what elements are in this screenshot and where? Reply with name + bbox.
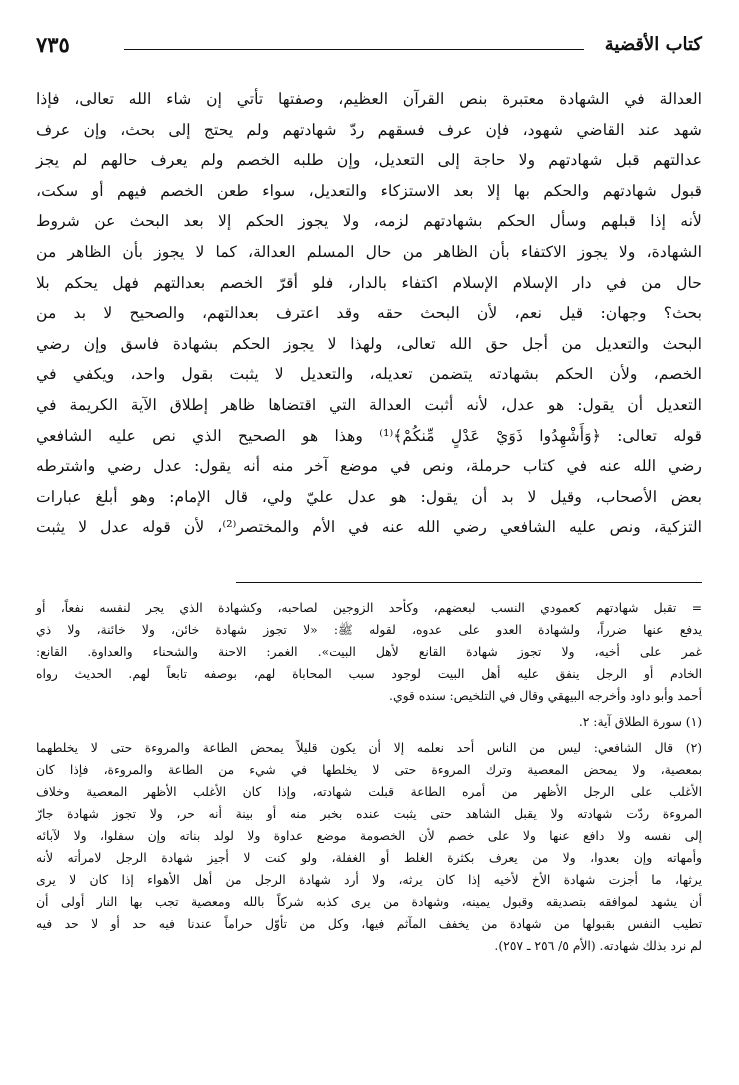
body-line: حال من في دار الإسلام الإسلام اكتفاء بالدار، فلو أقرّ الخصم بعدالتهم فهل يحكم بلا [36,272,702,292]
footnote-line: أحمد وأبو داود وأخرجه البيهقي وقال في التلخيص: سنده قوي. [389,689,702,703]
body-line: شهد عند القاضي شهود، فإن عرف فسقهم ردّ شهادتهم ولم يحتج إلى بحث، وإن عرف [36,119,702,139]
page-header [36,30,702,64]
body-line: لأنه إذا قبلهم وسأل الحكم بشهادتهم لزمه، ولا يجوز الحكم إلا بعد البحث عن شروط [36,211,702,231]
footnotes [36,597,702,957]
book-title: كتاب الأقضية [604,34,702,55]
footnote-2-line: (٢) قال الشافعي: ليس من الناس أحد نعلمه إلا أن يكون قليلاً يمحض الطاعة والمروءة حتى لا يخلطهما [36,741,702,755]
footnote-separator [236,582,702,583]
main-text [36,84,702,543]
body-line: رضي الله عنه في كتاب حرملة، ونص في موضع آخر منه أنه يقول: عدل رضي واشترطه [36,456,702,476]
footnote-line: يدفع عنها ضرراً، ولشهادة العدو على عدوه، لقوله ﷺ: «لا تجوز شهادة خائن، ولا خائنة، ولا ذي [36,623,702,637]
footnote-2-line: يرثها، ما أجزت شهادة الأخ لأخيه إذا كان يرثه، ولا أرد شهادة الرجل من أهل الأهواء إذا كان لا يرى [36,873,702,887]
body-line: التزكية، ونص عليه الشافعي رضي الله عنه في الأم والمختصر⁽²⁾، لأن قوله عدل لا يثبت [36,517,702,537]
body-line: الشهادة، ولا يجوز الاكتفاء بأن الظاهر من حال المسلم العدالة، كما لا يجوز بأن الظاهر من [36,241,702,261]
body-line: العدالة في الشهادة معتبرة بنص القرآن العظيم، وصفتها تأتي إن شاء الله تعالى، فإذا [36,89,702,108]
footnote-2-line: المروءة ردّت شهادته ولا يقبل الشاهد حتى يثبت عنده بخبر منه أو بينة أنه حر، ولا تجوز شهادة جارّ [36,807,702,821]
footnote-2-line: لم نرد بذلك شهادته. (الأم ٥/ ٢٥٦ ـ ٢٥٧). [494,939,702,953]
footnote-line: = تقبل شهادتهم كعمودي النسب لبعضهم، وكأحد الزوجين لصاحبه، وكشهادة الذي يجر لنفسه نفعاً، أو [36,601,702,615]
footnote-line: غمر على أخيه، ولا تجوز شهادة القانع لأهل البيت». الغمر: الاحنة والشحناء والعداوة. القانع: [36,645,702,659]
body-line: التعديل أن يقول: هو عدل، لأنه أثبت العدالة التي اقتضاها ظاهر إطلاق الآية الكريمة في [36,394,702,414]
footnote-2-line: تطيب النفس بقبولها من شهادة من يخفف المآثم فيها، وكل من تأوّل حراماً عندنا فيه حد أو لا حد فيه [36,917,702,931]
body-line: قبول شهادتهم والحكم بها إلا بعد الاستزكاء والتعديل، سواء طعن الخصم فيهم أو سكت، [36,180,702,200]
body-line: بحث؟ وجهان: قيل نعم، لأن البحث حقه وقد اعترف بعدالتهم، والصحيح لا بد من [36,303,702,323]
header-rule [124,49,584,50]
footnote-2-line: إلى نفسه ولا دافع عنها ولا على خصم لأن الخصومة موضع عداوة ولا لولد بناته وإن سفلوا، ولا لآبائه [36,829,702,843]
body-line: عدالتهم قبل شهادتهم ولا حاجة إلى التعديل، وإن طلبه الخصم ولم يعرف حالهم لم يجز [36,150,702,170]
footnote-2-line: وأمهاته وإن بعدوا، ولا من يعرف بكثرة الغلط أو الغفلة، ولو كنت لا أجيز شهادة الرجل لامرأته لأنه [36,851,702,865]
footnote-line: الخادم أو الرجل ينفق عليه أهل البيت لوجود سبب المحاباة لهم، بوصفه تابعاً لهم. الحديث رواه [36,667,702,681]
body-line: البحث والتعديل من أجل حق الله تعالى، ولهذا لا يجوز الحكم بشهادة فاسق وإن رضي [36,333,702,353]
footnote-2-line: أن يشهد لموافقه بتصديقه وقبول يمينه، وشهادة من يرى كذبه شركاً بالله ومعصية تجب بها النار أولى أن [36,895,702,909]
footnote-2-line: بمعصية، ولا يمحض المعصية وترك المروءة حتى لا يخلطها في شيء من الطاعة والمروءة، فإذا كان [36,763,702,777]
footnote-2-line: الأغلب على الرجل الأظهر من أمره الطاعة قبلت شهادته، وإذا كان الأغلب الأظهر المعصية وخلاف [36,785,702,799]
page-number: ٧٣٥ [36,32,70,57]
body-line: الخصم، ولأن الحكم بشهادته يتضمن تعديله، والتعديل لا يثبت بقول واحد، ويكفي في [36,364,702,384]
footnote-1: (١) سورة الطلاق آية: ٢. [578,715,702,729]
body-line: بعض الأصحاب، وقيل لا بد أن يقول: هو عدل عليّ ولي، قال الإمام: وهو أبلغ عبارات [36,486,702,506]
body-line: قوله تعالى: ﴿وَأَشْهِدُوا ذَوَيْ عَدْلٍ مِّنكُمْ﴾⁽¹⁾ وهذا هو الصحيح الذي نص عليه الشافعي [36,425,703,445]
